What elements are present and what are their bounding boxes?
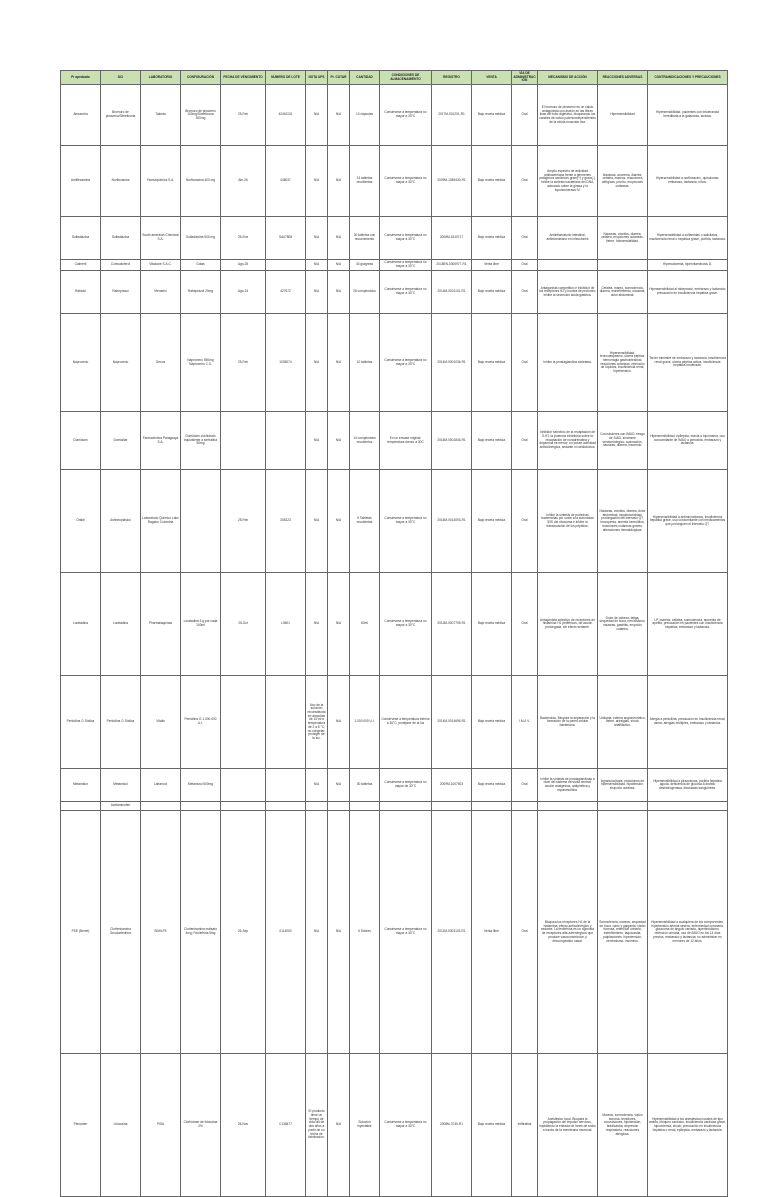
table-cell: Hipersensibilidad a antimicrobianos, insuficiencia hepática grave, uso concomitante con medicamentos que prolonguen el intervalo QT.: [648, 470, 728, 573]
table-cell: Alergia a penicilina; precaución en insuficiencia renal, asma, alergias múltiples, embarazo y lactancia.: [648, 676, 728, 769]
table-row: [61, 470, 728, 573]
table-cell: Consérvese a temperatura no mayor de 30°C: [380, 769, 432, 802]
table-cell: N/A: [306, 217, 328, 260]
table-cell: N/A: [328, 1054, 350, 1197]
table-cell: I.M./I.V.: [512, 676, 538, 769]
table-cell: 2014M-0001036-R1: [432, 314, 472, 412]
table-cell: 30 gragreas: [350, 260, 380, 271]
table-cell: Oral: [512, 271, 538, 314]
table-cell: Consérvese a temperatura no mayor a 30°C: [380, 260, 432, 271]
table-header-row: [61, 71, 728, 85]
table-cell: [432, 802, 472, 811]
table-cell: N/A: [328, 260, 350, 271]
table-cell: Domiciliar: [101, 412, 141, 470]
table-cell: Acetaminofen: [101, 802, 141, 811]
table-cell: Solución inyectable: [350, 1054, 380, 1197]
table-cell: 25-Ene: [221, 217, 266, 260]
table-cell: Naproxeno: [101, 314, 141, 412]
table-cell: N/A: [306, 811, 328, 1054]
table-cell: [350, 802, 380, 811]
table-cell: Menarini: [141, 271, 181, 314]
column-header: Pr aprobado: [61, 71, 101, 85]
table-cell: Plenamer: [61, 1054, 101, 1197]
table-cell: Ago-25: [221, 260, 266, 271]
table-cell: [266, 260, 306, 271]
table-cell: Norfloxacina 400 mg: [181, 146, 221, 217]
table-cell: 26-Nov: [221, 1054, 266, 1197]
table-cell: 2009M-1007503: [432, 769, 472, 802]
table-cell: Bactericida. Bloquea la separación y la formación de la pared celular bacteriana.: [538, 676, 598, 769]
table-row: [61, 811, 728, 1054]
table-cell: [181, 470, 221, 573]
table-cell: Convulsiones con IMAO, riesgo de SIAD, síndrome serotoninérgico, sudoración, náuseas, diarrea, insomnio.: [598, 412, 648, 470]
table-cell: N/A: [306, 412, 328, 470]
table-cell: Oral: [512, 314, 538, 412]
table-cell: Domiclam: [61, 412, 101, 470]
table-cell: Bajo receta médica: [472, 314, 512, 412]
table-cell: 427672: [266, 271, 306, 314]
table-cell: 25-Feb: [221, 314, 266, 412]
table-cell: 42461131: [266, 85, 306, 146]
table-cell: Penicilina G Sódica: [61, 676, 101, 769]
table-cell: 30 tabletas: [350, 769, 380, 802]
table-cell: 25-Feb: [221, 85, 266, 146]
column-header: CONFIGURACIÓN: [181, 71, 221, 85]
table-cell: Metamizol: [101, 769, 141, 802]
table-cell: 2016M-0014093-R1: [432, 470, 472, 573]
table-cell: Laboratorio Químico Lako Ragano Colombia: [141, 470, 181, 573]
table-cell: Consérvese a temperatura no mayor a 30°C: [380, 271, 432, 314]
table-cell: PSE (Benet): [61, 811, 101, 1054]
table-cell: 5 Tabletas recubiertas: [350, 470, 380, 573]
table-cell: Oral: [512, 573, 538, 676]
table-cell: Hipersensibilidad a sulfamidas o salicilatos, insuficiencia renal o hepática grave, porfiria, lactancia.: [648, 217, 728, 260]
table-cell: El producto tiene un tiempo de vida útil de dos años a partir de su fecha de fabricación.: [306, 1054, 328, 1197]
table-cell: Takeda: [141, 85, 181, 146]
table-cell: Oral: [512, 470, 538, 573]
table-cell: [266, 802, 306, 811]
table-cell: N/A: [328, 573, 350, 676]
table-cell: Venta libre: [472, 811, 512, 1054]
table-cell: 448037: [266, 146, 306, 217]
table-cell: N/A: [328, 85, 350, 146]
table-cell: Hipercalcemia, hipervitaminosis D.: [648, 260, 728, 271]
table-row: [61, 146, 728, 217]
column-header: NÚMERO DE LOTE: [266, 71, 306, 85]
table-cell: Oral: [512, 217, 538, 260]
table-cell: Sulfadiacina: [61, 217, 101, 260]
table-row: [61, 573, 728, 676]
table-cell: Abr-26: [221, 146, 266, 217]
table-cell: Inhibe la prostaglandina sintetasa.: [538, 314, 598, 412]
table-cell: Tercer trimestre de embarazo y lactancia, insuficiencia renal grave, úlcera péptica activa, insuficiencia hepática moderada.: [648, 314, 728, 412]
column-header: REACCIONES ADVERSAS: [598, 71, 648, 85]
table-cell: Penicilina G 1.000.000 U.I.: [181, 676, 221, 769]
column-header: DCI: [101, 71, 141, 85]
table-cell: Loratadina 5 g por cada 100ml: [181, 573, 221, 676]
table-row: [61, 769, 728, 802]
table-cell: Sulfadiacina: [101, 217, 141, 260]
table-cell: Consérvese a temperatura inferior a 30°C; protéjase de la luz: [380, 676, 432, 769]
table-cell: Hipersensibilidad, epilepsia, manía o hipomanía, uso concomitante de IMAO o pimozida, embarazo y lactancia.: [648, 412, 728, 470]
table-cell: 1005074: [266, 314, 306, 412]
table-cell: N/A: [306, 573, 328, 676]
table-cell: [306, 802, 328, 811]
table-cell: Gotas: [181, 260, 221, 271]
table-cell: N/A: [328, 314, 350, 412]
table-cell: 2011M-0003103-R1: [432, 811, 472, 1054]
table-cell: N/A: [306, 769, 328, 802]
table-cell: Amiflexamina: [61, 146, 101, 217]
table-cell: [472, 802, 512, 811]
table-cell: N/A: [328, 217, 350, 260]
table-cell: N/A: [328, 769, 350, 802]
table-cell: Hipersensibilidad a pirazolonas, porfiria hepática aguda, deficiencia de glucosa-6-fosfato deshidrogenasa, discrasias sanguíneas.: [648, 769, 728, 802]
table-cell: Inhibe la síntesis de prostaglandinas a nivel del sistema nervioso central; acción analgésica, antipirética y espasmolítica.: [538, 769, 598, 802]
table-cell: 25-Feb: [221, 470, 266, 573]
table-cell: Bajo receta médica: [472, 676, 512, 769]
table-cell: 14 comprimidos recubiertos: [350, 412, 380, 470]
table-cell: [181, 802, 221, 811]
table-cell: 2008M-1810717: [432, 217, 472, 260]
table-cell: Consérvese a temperatura no mayor a 30°C: [380, 811, 432, 1054]
table-cell: N/A: [328, 146, 350, 217]
table-cell: Naproxeno: [61, 314, 101, 412]
table-cell: N/A: [306, 85, 328, 146]
table-cell: Bromuro de pinaverio 100mg/Simeticona 300mg: [181, 85, 221, 146]
table-cell: 2009M-1089430-R1: [432, 146, 472, 217]
table-cell: N/A: [328, 676, 350, 769]
table-cell: 308123: [266, 470, 306, 573]
table-cell: Hipersensibilidad: [598, 85, 648, 146]
column-header: Pr. CUTAR: [328, 71, 350, 85]
table-cell: 14 tabletas recubiertas: [350, 146, 380, 217]
table-cell: Inhibe la síntesis de proteínas bacterianas por unión a la subunidad 50S del ribosoma e inhibe la translocación de los péptidos.: [538, 470, 598, 573]
table-cell: Bromuro de pinaverio/Simeticona: [101, 85, 141, 146]
table-cell: Bajo receta médica: [472, 146, 512, 217]
table-cell: Hipersensibilidad, broncoespasmo, úlcera péptica, hemorragia gastrointestinal, reacciones cutáneas, retención de líquidos, insuficiencia renal, hipertensión.: [598, 314, 648, 412]
table-cell: Consérvese a temperatura no mayor a 30°C: [380, 1054, 432, 1197]
table-cell: 2017M-001201-R1: [432, 85, 472, 146]
table-cell: Colecalciferol: [101, 260, 141, 271]
table-cell: C138477: [266, 1054, 306, 1197]
table-cell: [328, 802, 350, 811]
table-cell: Antagonista selectivo de receptores de histamina H1 periféricos, de acción prolongada, sin efecto sedante.: [538, 573, 598, 676]
table-cell: En un envase original, temperatura menor a 30C: [380, 412, 432, 470]
table-cell: 10 tabletas: [350, 314, 380, 412]
table-cell: Domiclam clorhidrato equivalente a sertralina 50mg: [181, 412, 221, 470]
table-cell: Consérvese a temperatura no mayor a 30°C: [380, 217, 432, 260]
table-cell: Cefalea, mareo, somnolencia, diarrea, estreñimiento, náuseas, dolor abdominal.: [598, 271, 648, 314]
column-header: LABORATORIO: [141, 71, 181, 85]
table-cell: [221, 802, 266, 811]
table-cell: Metamizol 500mg: [181, 769, 221, 802]
table-cell: Antineoplásico: [101, 470, 141, 573]
table-row: [61, 676, 728, 769]
table-cell: 2018EN-0300977-R1: [432, 260, 472, 271]
table-cell: N/A: [306, 146, 328, 217]
table-cell: Bajo receta médica: [472, 217, 512, 260]
table-cell: Bajo receta médica: [472, 412, 512, 470]
table-cell: [266, 769, 306, 802]
table-cell: Bajo receta médica: [472, 1054, 512, 1197]
table-cell: 25-Sep: [221, 811, 266, 1054]
table-cell: Oral: [512, 146, 538, 217]
table-cell: SA07808: [266, 217, 306, 260]
table-cell: [648, 802, 728, 811]
table-cell: Hipersensibilidad a cualquiera de los componentes, hipertensión arterial severa, enfermedad coronaria, glaucoma de ángulo cerrado, hipertiroidismo, retención urinaria, uso de IMAO en los 14 días previos, embarazo y lactancia; no administrar en menores de 12 años.: [648, 811, 728, 1054]
table-cell: 6 Sobres: [350, 811, 380, 1054]
table-cell: Metamidor: [61, 769, 101, 802]
table-cell: Antagonista competitivo e inhibidor de los receptores H2 y bomba de protones; inhibe la secreción ácida gástrica.: [538, 271, 598, 314]
table-cell: 25-Oct: [221, 573, 266, 676]
column-header: VENTA: [472, 71, 512, 85]
table-cell: N/A: [306, 470, 328, 573]
table-cell: El bromuro de pinaverio es un calcio antagonista con acción en las fibras lisas del tubo digestivo, bloqueando los canales de calcio potenciodependientes de la célula muscular lisa.: [538, 85, 598, 146]
column-header: CANTIDAD: [350, 71, 380, 85]
table-cell: [598, 802, 648, 811]
table-cell: Hipersensibilidad, pacientes con intolerancia hereditaria a la galactosa, lactosa.: [648, 85, 728, 146]
table-cell: N/A: [306, 260, 328, 271]
table-cell: Infiltrativa: [512, 1054, 538, 1197]
table-cell: Lafrancol: [141, 769, 181, 802]
table-cell: N/A: [328, 271, 350, 314]
table-cell: [266, 412, 306, 470]
table-cell: Farmaquímica S.A.: [141, 146, 181, 217]
table-cell: Hipersensibilidad a los anestésicos locales de tipo amida, bloqueo cardíaco, insuficiencia cardíaca grave, hipovolemia, shock; precaución en insuficiencia hepática o renal, epilepsia, embarazo y lactancia.: [648, 1054, 728, 1197]
table-row: [61, 271, 728, 314]
table-cell: [61, 802, 101, 811]
table-cell: PISA: [141, 1054, 181, 1197]
column-header: CONDICIONES DE ALMACENAMIENTO: [380, 71, 432, 85]
table-cell: Rabidol: [61, 271, 101, 314]
table-cell: Loratadina: [61, 573, 101, 676]
table-cell: 2014M-0001101-R1: [432, 271, 472, 314]
table-cell: 30 tabletas con recubrimiento: [350, 217, 380, 260]
column-header: NOTA UPS: [306, 71, 328, 85]
table-cell: N/A: [328, 412, 350, 470]
table-row: [61, 1054, 728, 1197]
table-cell: [380, 802, 432, 811]
table-cell: [221, 676, 266, 769]
table-body: [61, 85, 728, 1197]
column-header: VÍA DE ADMINISTRACIÓN: [512, 71, 538, 85]
table-cell: Dolor de cabeza, fatiga, sequedad de boca, nerviosismo, náuseas, gastritis, erupción cutánea.: [598, 573, 648, 676]
table-cell: Consérvese a temperatura no mayor a 30°C: [380, 314, 432, 412]
table-cell: Bajo receta médica: [472, 271, 512, 314]
table-cell: Rabeprazol: [101, 271, 141, 314]
table-cell: 2013M-0007795-R1: [432, 573, 472, 676]
table-cell: Lidocaína: [101, 1054, 141, 1197]
table-cell: South american Chemical S.A.: [141, 217, 181, 260]
table-cell: N/A: [328, 470, 350, 573]
table-cell: Oral: [512, 412, 538, 470]
table-cell: Antiinflamatorio intestinal, antimicrobiano en infecciones: [538, 217, 598, 260]
table-cell: L0601: [266, 573, 306, 676]
table-cell: 1.000.000 U.I.: [350, 676, 380, 769]
table-cell: N/A: [328, 811, 350, 1054]
table-cell: Loratadina: [101, 573, 141, 676]
table-cell: 10 cápsulas: [350, 85, 380, 146]
table-cell: Consérvese a temperatura no mayor a 30°C: [380, 146, 432, 217]
table-cell: Genuz: [141, 314, 181, 412]
table-cell: Oral: [512, 811, 538, 1054]
table-cell: [221, 769, 266, 802]
table-cell: Ago-24: [221, 271, 266, 314]
table-cell: Oral: [512, 85, 538, 146]
table-cell: Penicilina G Sódica: [101, 676, 141, 769]
table-cell: Calmeril: [61, 260, 101, 271]
table-cell: Norfloxacina: [101, 146, 141, 217]
table-row: [61, 85, 728, 146]
table-cell: [538, 802, 598, 811]
table-cell: Náuseas, vómitos, diarrea, cefalea, erupciones cutáneas, fiebre, fotosensibilidad.: [598, 217, 648, 260]
table-cell: 60ml: [350, 573, 380, 676]
table-cell: Pharmalaquinas: [141, 573, 181, 676]
table-cell: Clorhidrato de lidocaína 2%: [181, 1054, 221, 1197]
table-row: [61, 412, 728, 470]
table-cell: Consérvese a temperatura no mayor a 30°C: [380, 470, 432, 573]
table-cell: 28 comprimidos: [350, 271, 380, 314]
table-cell: Náuseas, anorexia, diarrea, cefalea, mareos, reacciones alérgicas, prurito, erupciones cutáneas.: [598, 146, 648, 217]
table-cell: Sulfadiacina 500 mg: [181, 217, 221, 260]
table-row: [61, 260, 728, 271]
table-cell: Agranulocitosis, reacciones de hipersensibilidad, hipotensión, erupción cutánea.: [598, 769, 648, 802]
column-header: MECANISMO DE ACCIÓN: [538, 71, 598, 85]
table-cell: [538, 260, 598, 271]
table-cell: [221, 412, 266, 470]
table-cell: Hipersensibilidad al rabeprazol, embarazo y lactancia; precaución en insuficiencia hepática grave.: [648, 271, 728, 314]
table-cell: N/A: [306, 271, 328, 314]
table-cell: Bajo receta médica: [472, 573, 512, 676]
table-cell: Somnolencia, mareos, sequedad de boca, nariz y garganta, visión borrosa, retención urinaria, estreñimiento, taquicardia, palpitaciones, hipertensión, nerviosismo, insomnio.: [598, 811, 648, 1054]
table-cell: Mareos, somnolencia, visión borrosa, temblores, convulsiones, hipotensión, bradicardia, depresión respiratoria, reacciones alérgicas.: [598, 1054, 648, 1197]
table-cell: Consérvese a temperatura no mayor a 30°C: [380, 85, 432, 146]
table-cell: Anestésico local. Bloquea la propagación del impulso nervioso, impidiendo la entrada de iones de sodio a través de la membrana neuronal.: [538, 1054, 598, 1197]
table-cell: [512, 802, 538, 811]
table-cell: Venta libre: [472, 260, 512, 271]
column-header: CONTRAINDICACIONES Y PRECAUCIONES: [648, 71, 728, 85]
table-cell: Naproxeno 550mg Naproxeno C.S.: [181, 314, 221, 412]
table-row: [61, 217, 728, 260]
table-cell: Vitalis: [141, 676, 181, 769]
table-cell: Oral: [512, 769, 538, 802]
table-cell: Rabeprazol 20mg: [181, 271, 221, 314]
table-cell: 2016M-0001846-R1: [432, 412, 472, 470]
column-header: REGISTRO: [432, 71, 472, 85]
table-cell: Alexandra: [61, 85, 101, 146]
table-cell: Oral: [512, 260, 538, 271]
table-cell: Consérvese a temperatura no mayor a 30°C: [380, 573, 432, 676]
table-row: [61, 314, 728, 412]
column-header: FECHA DE VENCIMIENTO: [221, 71, 266, 85]
table-cell: Clorfeniramina maleato 4mg; Fenilefrina 5mg: [181, 811, 221, 1054]
medication-table: [60, 70, 728, 1197]
table-cell: Bajo receta médica: [472, 85, 512, 146]
table-cell: Bajo receta médica: [472, 769, 512, 802]
table-cell: LP, mareos, cefalea, somnolencia, aumento de apetito; precaución en pacientes con insuficiencia hepática; embarazo y lactancia.: [648, 573, 728, 676]
table-cell: [266, 676, 306, 769]
table-cell: Urticaria, edema angioneurótico, fiebre, artralgias, shock anafiláctico.: [598, 676, 648, 769]
table-cell: Inhibidor selectivo de la recaptación de 5-HT; la potencia inhibitoria sobre la recaptación de noradrenalina y dopamina es menor; no posee actividad anticolinérgica, sedante ni cardiotóxica.: [538, 412, 598, 470]
table-row: [61, 802, 728, 811]
table-cell: Vitalcare S.A.C.: [141, 260, 181, 271]
table-cell: Náuseas, vómitos, diarrea, dolor abdominal, hepatotoxicidad, prolongación del intervalo QT, leucopenia, anemia hemolítica, reacciones cutáneas graves, alteraciones hematológicas.: [598, 470, 648, 573]
table-cell: Bloquea los receptores H1 de la histamina; efecto anticolinérgico y sedante. La fenilefrina es un agonista de receptores alfa-adrenérgicos que produce vasoconstricción y descongestión nasal.: [538, 811, 598, 1054]
table-cell: Oralib: [61, 470, 101, 573]
table-cell: Uso de la solución reconstituida en ampollas de 10 ml a temperatura de 2 a 8 °C; no congelar; proteger de la luz.: [306, 676, 328, 769]
table-cell: Farmacéutica Paraguaya S.A.: [141, 412, 181, 470]
table-cell: [598, 260, 648, 271]
table-cell: Amplio espectro de actividad antibacteriana frente a gérmenes patógenos aeróbicos gram(+) y gram(-). Inhibe la síntesis bacteriana del DNA, actuando sobre la girasa y la topoisomerasa IV.: [538, 146, 598, 217]
table-cell: N/A: [306, 314, 328, 412]
table-cell: 2014M-0014696-R1: [432, 676, 472, 769]
table-cell: 0114003: [266, 811, 306, 1054]
table-cell: Bajo receta médica: [472, 470, 512, 573]
table-cell: Hipersensibilidad a norfloxacino, quinolonas; embarazo, lactancia, niños.: [648, 146, 728, 217]
table-cell: SIMILFE: [141, 811, 181, 1054]
table-cell: Clorfeniramina Seudoefedrina: [101, 811, 141, 1054]
table-cell: [141, 802, 181, 811]
table-cell: 2008M-7035-R1: [432, 1054, 472, 1197]
